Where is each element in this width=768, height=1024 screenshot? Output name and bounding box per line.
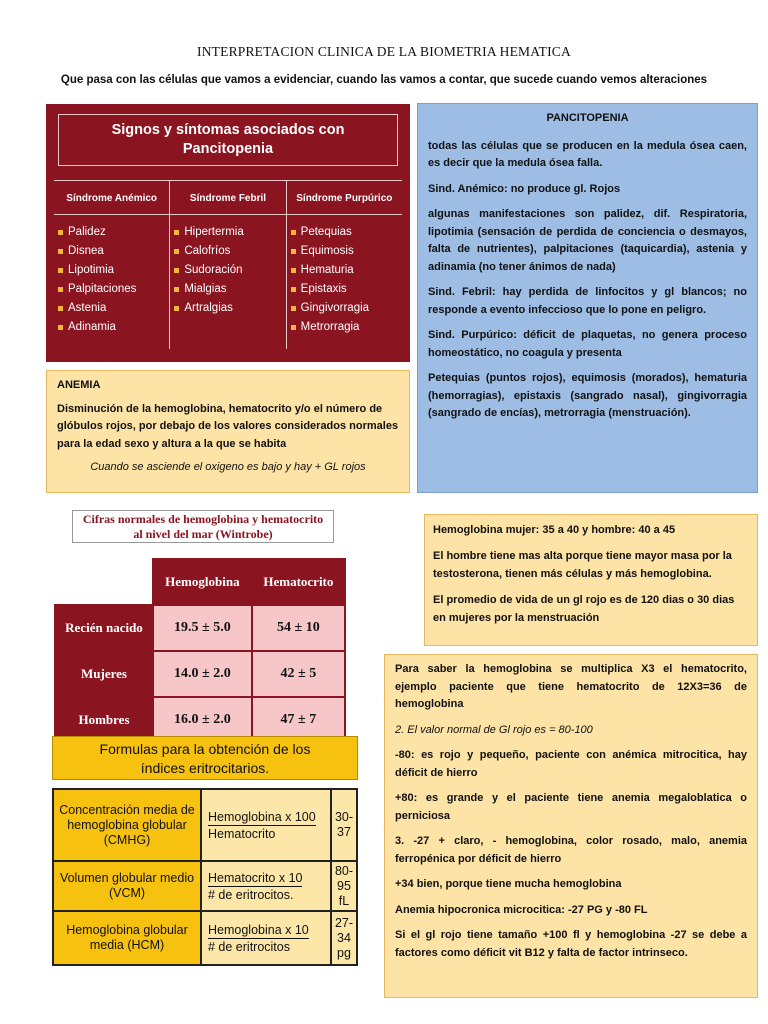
paragraph: Sind. Anémico: no produce gl. Rojos <box>428 182 621 195</box>
paragraph: Disminución de la hemoglobina, hematocrito y/o el número de glóbulos rojos, por debajo de los valores considerados normales para la edad sexo y altura a la que se habita <box>57 402 399 450</box>
formulas-table <box>52 788 358 966</box>
list-item: Lipotimia <box>58 261 165 280</box>
list-item: Equimosis <box>291 242 398 261</box>
row-label: Hombres <box>55 697 153 743</box>
hemoglobina-notes-box <box>424 514 758 646</box>
hemoglobina-hematocrito-table <box>54 558 346 744</box>
table-row <box>55 651 345 697</box>
paragraph: 3. -27 + claro, - hemoglobina, color rosado, malo, anemia ferropénica por déficit de hierro <box>395 835 747 865</box>
table-cell: 19.5 ± 5.0 <box>153 605 252 651</box>
sindrome-purpurico-column: Síndrome Purpúrico Petequias Equimosis Hematuria Epistaxis Gingivorragia Metrorragia <box>287 181 402 349</box>
paragraph: +80: es grande y el paciente tiene anemia megaloblatica o perniciosa <box>395 792 747 822</box>
cifras-normales-caption: Cifras normales de hemoglobina y hematocrito al nivel del mar (Wintrobe) <box>72 510 334 543</box>
formula-value: 30-37 <box>331 789 357 861</box>
list-item: Gingivorragia <box>291 299 398 318</box>
list-item: Artralgias <box>174 299 281 318</box>
paragraph: Sind. Purpúrico: déficit de plaquetas, no genera proceso homeostático, no coagula y presenta <box>428 329 747 359</box>
list-item: Metrorragia <box>291 318 398 337</box>
formula-expression: Hemoglobina x 10 # de eritrocitos <box>201 911 331 965</box>
column-header: Hematocrito <box>252 559 345 605</box>
pancitopenia-image-title: Signos y síntomas asociados con Pancitopenia <box>58 114 398 166</box>
row-label: Mujeres <box>55 651 153 697</box>
formula-name: Volumen globular medio (VCM) <box>53 861 201 911</box>
calculation-notes-box <box>384 654 758 998</box>
pancitopenia-signs-image <box>46 104 410 362</box>
sindrome-febril-column: Síndrome Febril Hipertermia Calofríos Sudoración Mialgias Artralgias <box>170 181 286 349</box>
formula-value: 27-34 pg <box>331 911 357 965</box>
formula-expression: Hematocrito x 10 # de eritrocitos. <box>201 861 331 911</box>
formula-value: 80-95 fL <box>331 861 357 911</box>
paragraph: Para saber la hemoglobina se multiplica X3 el hematocrito, ejemplo paciente que tiene hematocrito de 12X3=36 de hemoglobina <box>395 663 747 710</box>
table-cell: 47 ± 7 <box>252 697 345 743</box>
table-row <box>53 861 357 911</box>
paragraph: Hemoglobina mujer: 35 a 40 y hombre: 40 a 45 <box>433 524 676 536</box>
paragraph: algunas manifestaciones son palidez, dif. Respiratoria, lipotimia (sensación de perdida de conciencia o desmayos, falta de nutrientes), palpitaciones (taquicardia), astenia y adinamia (no tener ánimos de nada) <box>428 208 747 273</box>
table-cell: 14.0 ± 2.0 <box>153 651 252 697</box>
list-item: Mialgias <box>174 280 281 299</box>
document-subtitle: Que pasa con las células que vamos a evidenciar, cuando las vamos a contar, que sucede cuando vemos alteraciones <box>60 74 708 86</box>
anemia-box <box>46 370 410 493</box>
formula-name: Hemoglobina globular media (HCM) <box>53 911 201 965</box>
list-item: Epistaxis <box>291 280 398 299</box>
paragraph: Petequias (puntos rojos), equimosis (morados), hematuria (hemorragias), epistaxis (sangrado nasal), gingivorragia (sangrado de encías), metrorragia (menstruación). <box>428 372 747 419</box>
table-row <box>53 789 357 861</box>
table-cell: 42 ± 5 <box>252 651 345 697</box>
paragraph: -80: es rojo y pequeño, paciente con anémica mitrocitica, hay déficit de hierro <box>395 749 747 779</box>
table-row <box>53 911 357 965</box>
list-item: Petequias <box>291 223 398 242</box>
table-cell: 16.0 ± 2.0 <box>153 697 252 743</box>
formula-name: Concentración media de hemoglobina globular (CMHG) <box>53 789 201 861</box>
paragraph: todas las células que se producen en la medula ósea caen, es decir que la medula ósea falla. <box>428 139 747 169</box>
column-header: Hemoglobina <box>153 559 252 605</box>
list-item: Hematuria <box>291 261 398 280</box>
list-item: Hipertermia <box>174 223 281 242</box>
list-item: Astenia <box>58 299 165 318</box>
pancitopenia-heading: PANCITOPENIA <box>546 112 629 124</box>
paragraph: Anemia hipocronica microcitica: -27 PG y -80 FL <box>395 903 648 916</box>
formula-expression: Hemoglobina x 100 Hematocrito <box>201 789 331 861</box>
row-label: Recién nacido <box>55 605 153 651</box>
sindrome-anemico-column: Síndrome Anémico Palidez Disnea Lipotimia Palpitaciones Astenia Adinamia <box>54 181 170 349</box>
table-row <box>55 605 345 651</box>
paragraph: El promedio de vida de un gl rojo es de 120 dias o 30 dias en mujeres por la menstruación <box>433 594 735 624</box>
paragraph: Sind. Febril: hay perdida de linfocitos y gl blancos; no responde a evento infeccioso que lo pone en peligro. <box>428 286 747 316</box>
document-title: INTERPRETACION CLINICA DE LA BIOMETRIA HEMATICA <box>197 44 571 59</box>
pancitopenia-text-box <box>417 103 758 493</box>
list-item: Calofríos <box>174 242 281 261</box>
list-item: Disnea <box>58 242 165 261</box>
list-item: Palpitaciones <box>58 280 165 299</box>
table-cell: 54 ± 10 <box>252 605 345 651</box>
paragraph: 2. El valor normal de Gl rojo es = 80-100 <box>395 723 593 736</box>
paragraph: Si el gl rojo tiene tamaño +100 fl y hemoglobina -27 se debe a factores como déficit vit B12 y falta de factor intrinseco. <box>395 929 747 959</box>
list-item: Palidez <box>58 223 165 242</box>
paragraph: +34 bien, porque tiene mucha hemoglobina <box>395 878 622 890</box>
anemia-heading: ANEMIA <box>57 379 101 391</box>
formulas-caption: Formulas para la obtención de los índices eritrocitarios. <box>52 736 358 780</box>
paragraph: Cuando se asciende el oxigeno es bajo y hay + GL rojos <box>90 461 366 473</box>
list-item: Sudoración <box>174 261 281 280</box>
paragraph: El hombre tiene mas alta porque tiene mayor masa por la testosterona, tienen más células y más hemoglobina. <box>433 550 732 580</box>
list-item: Adinamia <box>58 318 165 337</box>
